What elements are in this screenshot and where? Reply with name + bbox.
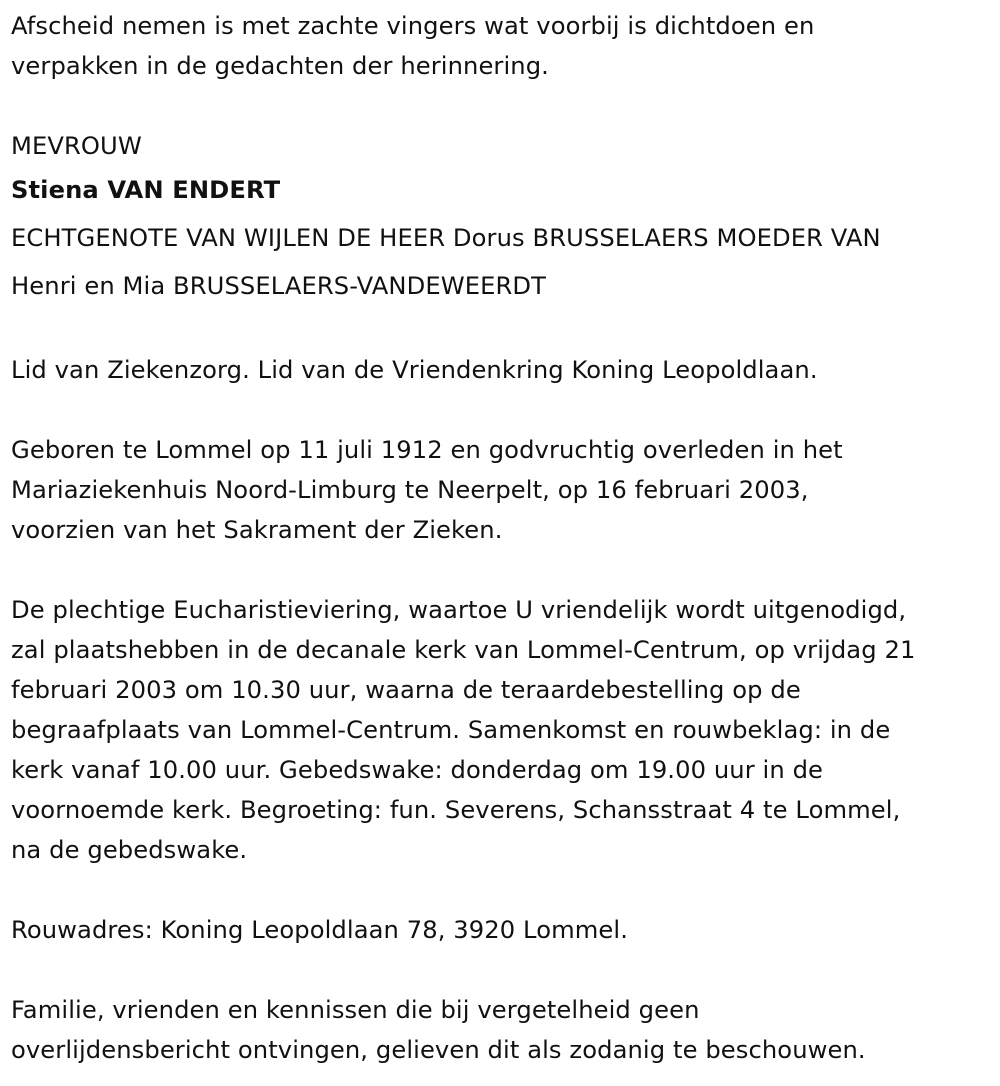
birth-death-line: Mariaziekenhuis Noord-Limburg te Neerpelt, op 16 februari 2003, [11,476,809,504]
membership-line: Lid van Ziekenzorg. Lid van de Vriendenkring Koning Leopoldlaan. [11,356,818,384]
ceremony-line: begraafplaats van Lommel-Centrum. Samenkomst en rouwbeklag: in de [11,716,891,744]
ceremony-line: na de gebedswake. [11,836,248,864]
address-paragraph [11,910,990,950]
poem-line: verpakken in de gedachten der herinnering. [11,52,549,80]
poem-line: Afscheid nemen is met zachte vingers wat voorbij is dichtdoen en [11,12,815,40]
relation-line: ECHTGENOTE VAN WIJLEN DE HEER Dorus BRUSSELAERS MOEDER VAN [11,224,881,252]
birth-death-paragraph [11,430,990,550]
ceremony-line: De plechtige Eucharistieviering, waartoe U vriendelijk wordt uitgenodigd, [11,596,907,624]
closing-paragraph [11,990,990,1070]
birth-death-line: Geboren te Lommel op 11 juli 1912 en godvruchtig overleden in het [11,436,843,464]
deceased-section [11,126,990,310]
birth-death-line: voorzien van het Sakrament der Zieken. [11,516,503,544]
closing-line: Familie, vrienden en kennissen die bij vergetelheid geen [11,996,700,1024]
ceremony-line: kerk vanaf 10.00 uur. Gebedswake: donderdag om 19.00 uur in de [11,756,824,784]
poem-quote [11,6,990,86]
deceased-name: Stiena VAN ENDERT [11,176,281,204]
ceremony-line: zal plaatshebben in de decanale kerk van Lommel-Centrum, op vrijdag 21 [11,636,916,664]
closing-line: overlijdensbericht ontvingen, gelieven dit als zodanig te beschouwen. [11,1036,866,1064]
deceased-title: MEVROUW [11,132,142,160]
ceremony-line: voornoemde kerk. Begroeting: fun. Severens, Schansstraat 4 te Lommel, [11,796,901,824]
ceremony-line: februari 2003 om 10.30 uur, waarna de teraardebestelling op de [11,676,801,704]
memberships-paragraph [11,350,990,390]
relation-line: Henri en Mia BRUSSELAERS-VANDEWEERDT [11,272,547,300]
address-line: Rouwadres: Koning Leopoldlaan 78, 3920 Lommel. [11,916,629,944]
ceremony-paragraph [11,590,990,870]
